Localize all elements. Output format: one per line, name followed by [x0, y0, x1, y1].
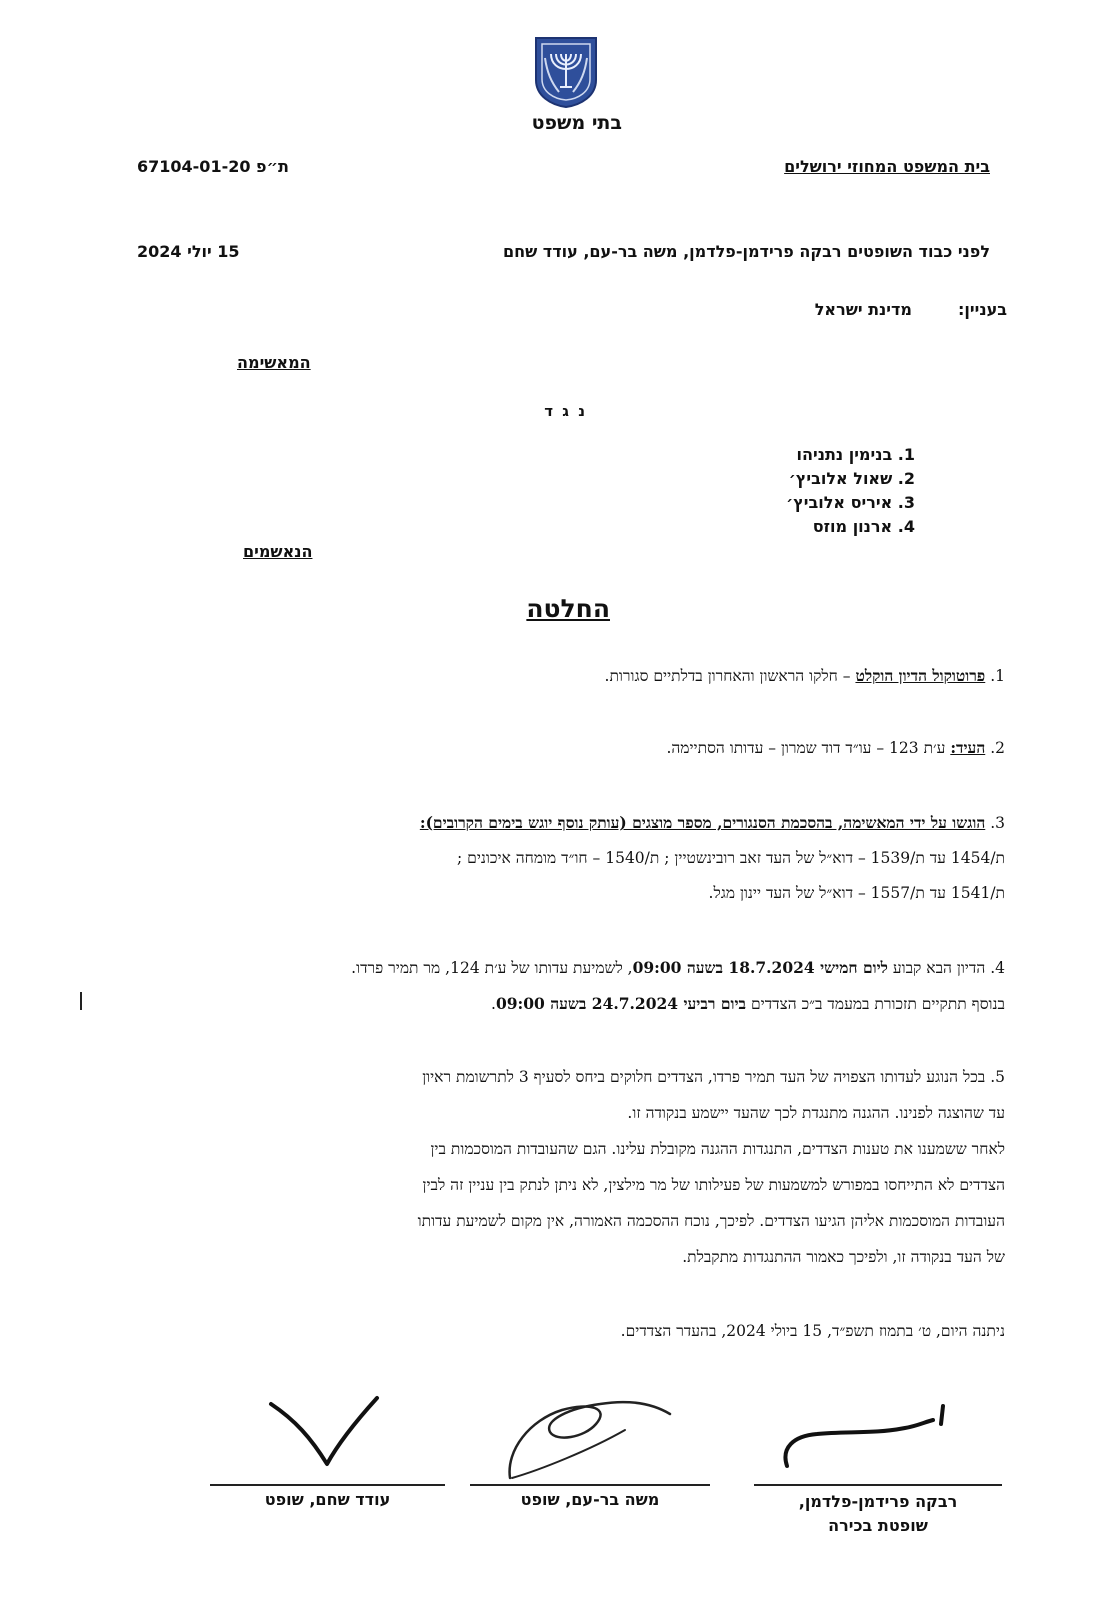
paragraph-number: 1.: [990, 667, 1005, 685]
signature-shaham: [265, 1392, 385, 1472]
signature-line: [210, 1484, 445, 1486]
defendants-list: [786, 443, 915, 539]
hearing-date: ליום חמישי 18.7.2024 בשעה 09:00: [632, 958, 888, 977]
versus-label: נ ג ד: [544, 402, 587, 420]
paragraph-heading: העיד:: [950, 738, 986, 757]
paragraph-text: בכל הנוגע לעדותו הצפויה של העד תמיר פרדו, הצדדים חלוקים ביחס לסעיף 3 לתרשומת ראיון: [422, 1068, 986, 1086]
defendant-item: 3. איריס אלוביץ׳: [786, 493, 915, 512]
paragraph-5-line: עד שהוצגה לפנינו. ההגנה מתנגדת לכך שהעד יישמע בנקודה זו.: [627, 1104, 1005, 1122]
signature-label-left: עודד שחם, שופט: [264, 1490, 391, 1509]
paragraph-number: 4.: [990, 959, 1005, 977]
exhibits-line-2: ת/1541 עד ת/1557 – דוא״ל של העד יינון מגל.: [708, 884, 1005, 902]
paragraph-3: [420, 813, 1005, 833]
paragraph-number: 3.: [990, 814, 1005, 832]
paragraph-text: , לשמיעת עדותו של ע׳ת 124, מר תמיר פרדו.: [351, 959, 633, 977]
paragraph-1: [605, 666, 1005, 686]
paragraph-text: הדיון הבא קבוע: [887, 959, 986, 977]
paragraph-5-line: הצדדים לא התייחסו במפורש למשמעות של פעילותו של מר מילצין, לא ניתן לנתק בין עניין זה לבין: [422, 1176, 1005, 1194]
paragraph-text: – חלקו הראשון והאחרון בדלתיים סגורות.: [604, 667, 856, 685]
paragraph-5-line: של העד בנקודה זו, ולפיכך כאמור ההתנגדות מתקבלת.: [682, 1248, 1005, 1266]
prosecution-party: מדינת ישראל: [814, 300, 912, 319]
prosecution-role: המאשימה: [237, 353, 311, 372]
judge-title: שופטת בכירה: [828, 1516, 928, 1535]
signature-bar-am: [500, 1380, 680, 1485]
paragraph-4: [351, 958, 1005, 978]
signature-label-right: [754, 1490, 1002, 1538]
paragraph-text: ע׳ת 123 – עו״ד דוד שמרון – עדותו הסתיימה.: [666, 739, 951, 757]
paragraph-text: .: [491, 995, 496, 1013]
court-system-title: בתי משפט: [531, 112, 622, 134]
judges-panel: לפני כבוד השופטים רבקה פרידמן-פלדמן, משה בר-עם, עודד שחם: [502, 242, 990, 261]
court-name: בית המשפט המחוזי ירושלים: [784, 157, 990, 176]
case-number: ת״פ 67104-01-20: [137, 157, 289, 176]
given-statement: ניתנה היום, ט׳ בתמוז תשפ״ד, 15 ביולי 2024, בהעדר הצדדים.: [620, 1322, 1005, 1340]
defendant-item: 4. ארנון מוזס: [812, 517, 915, 536]
paragraph-text: בנוסף תתקיים תזכורת במעמד ב״כ הצדדים: [746, 995, 1005, 1013]
paragraph-2: [666, 738, 1005, 758]
paragraph-5-line: העובדות המוסכמות אליהן הגיעו הצדדים. לפיכך, נוכח ההסכמה האמורה, אין מקום לשמיעת עדותו: [417, 1212, 1005, 1230]
paragraph-number: 2.: [990, 739, 1005, 757]
matter-label: בעניין:: [958, 300, 1007, 319]
defendant-item: 1. בנימין נתניהו: [796, 445, 915, 464]
margin-mark: [80, 992, 82, 1010]
header-date: 15 יולי 2024: [137, 242, 240, 261]
defendants-role: הנאשמים: [243, 542, 313, 561]
paragraph-heading: פרוטוקול הדיון הוקלט: [855, 666, 986, 685]
paragraph-4-line-2: [491, 994, 1005, 1014]
signature-line: [470, 1484, 710, 1486]
state-emblem-logo: [533, 36, 599, 108]
paragraph-5: [422, 1068, 1005, 1087]
decision-title: החלטה: [526, 594, 610, 623]
paragraph-5-line: לאחר ששמענו את טענות הצדדים, התנגדות ההגנה מקובלת עלינו. הגם שהעובדות המוסכמות בין: [430, 1140, 1005, 1158]
signature-line: [754, 1484, 1002, 1486]
signature-friedman-feldman: [765, 1400, 955, 1475]
paragraph-heading: הוגשו על ידי המאשימה, בהסכמת הסנגורים, מספר מוצגים (עותק נוסף יוגש בימים הקרובים):: [419, 813, 986, 832]
paragraph-number: 5.: [990, 1068, 1005, 1086]
signature-label-center: משה בר-עם, שופט: [520, 1490, 660, 1509]
defendant-item: 2. שאול אלוביץ׳: [788, 469, 915, 488]
exhibits-line-1: ת/1454 עד ת/1539 – דוא״ל של העד זאב רובינשטיין ; ת/1540 – חו״ד מומחה איכונים ;: [457, 849, 1005, 867]
judge-name: רבקה פרידמן-פלדמן,: [798, 1492, 958, 1511]
reminder-date: ביום רביעי 24.7.2024 בשעה 09:00: [495, 994, 747, 1013]
